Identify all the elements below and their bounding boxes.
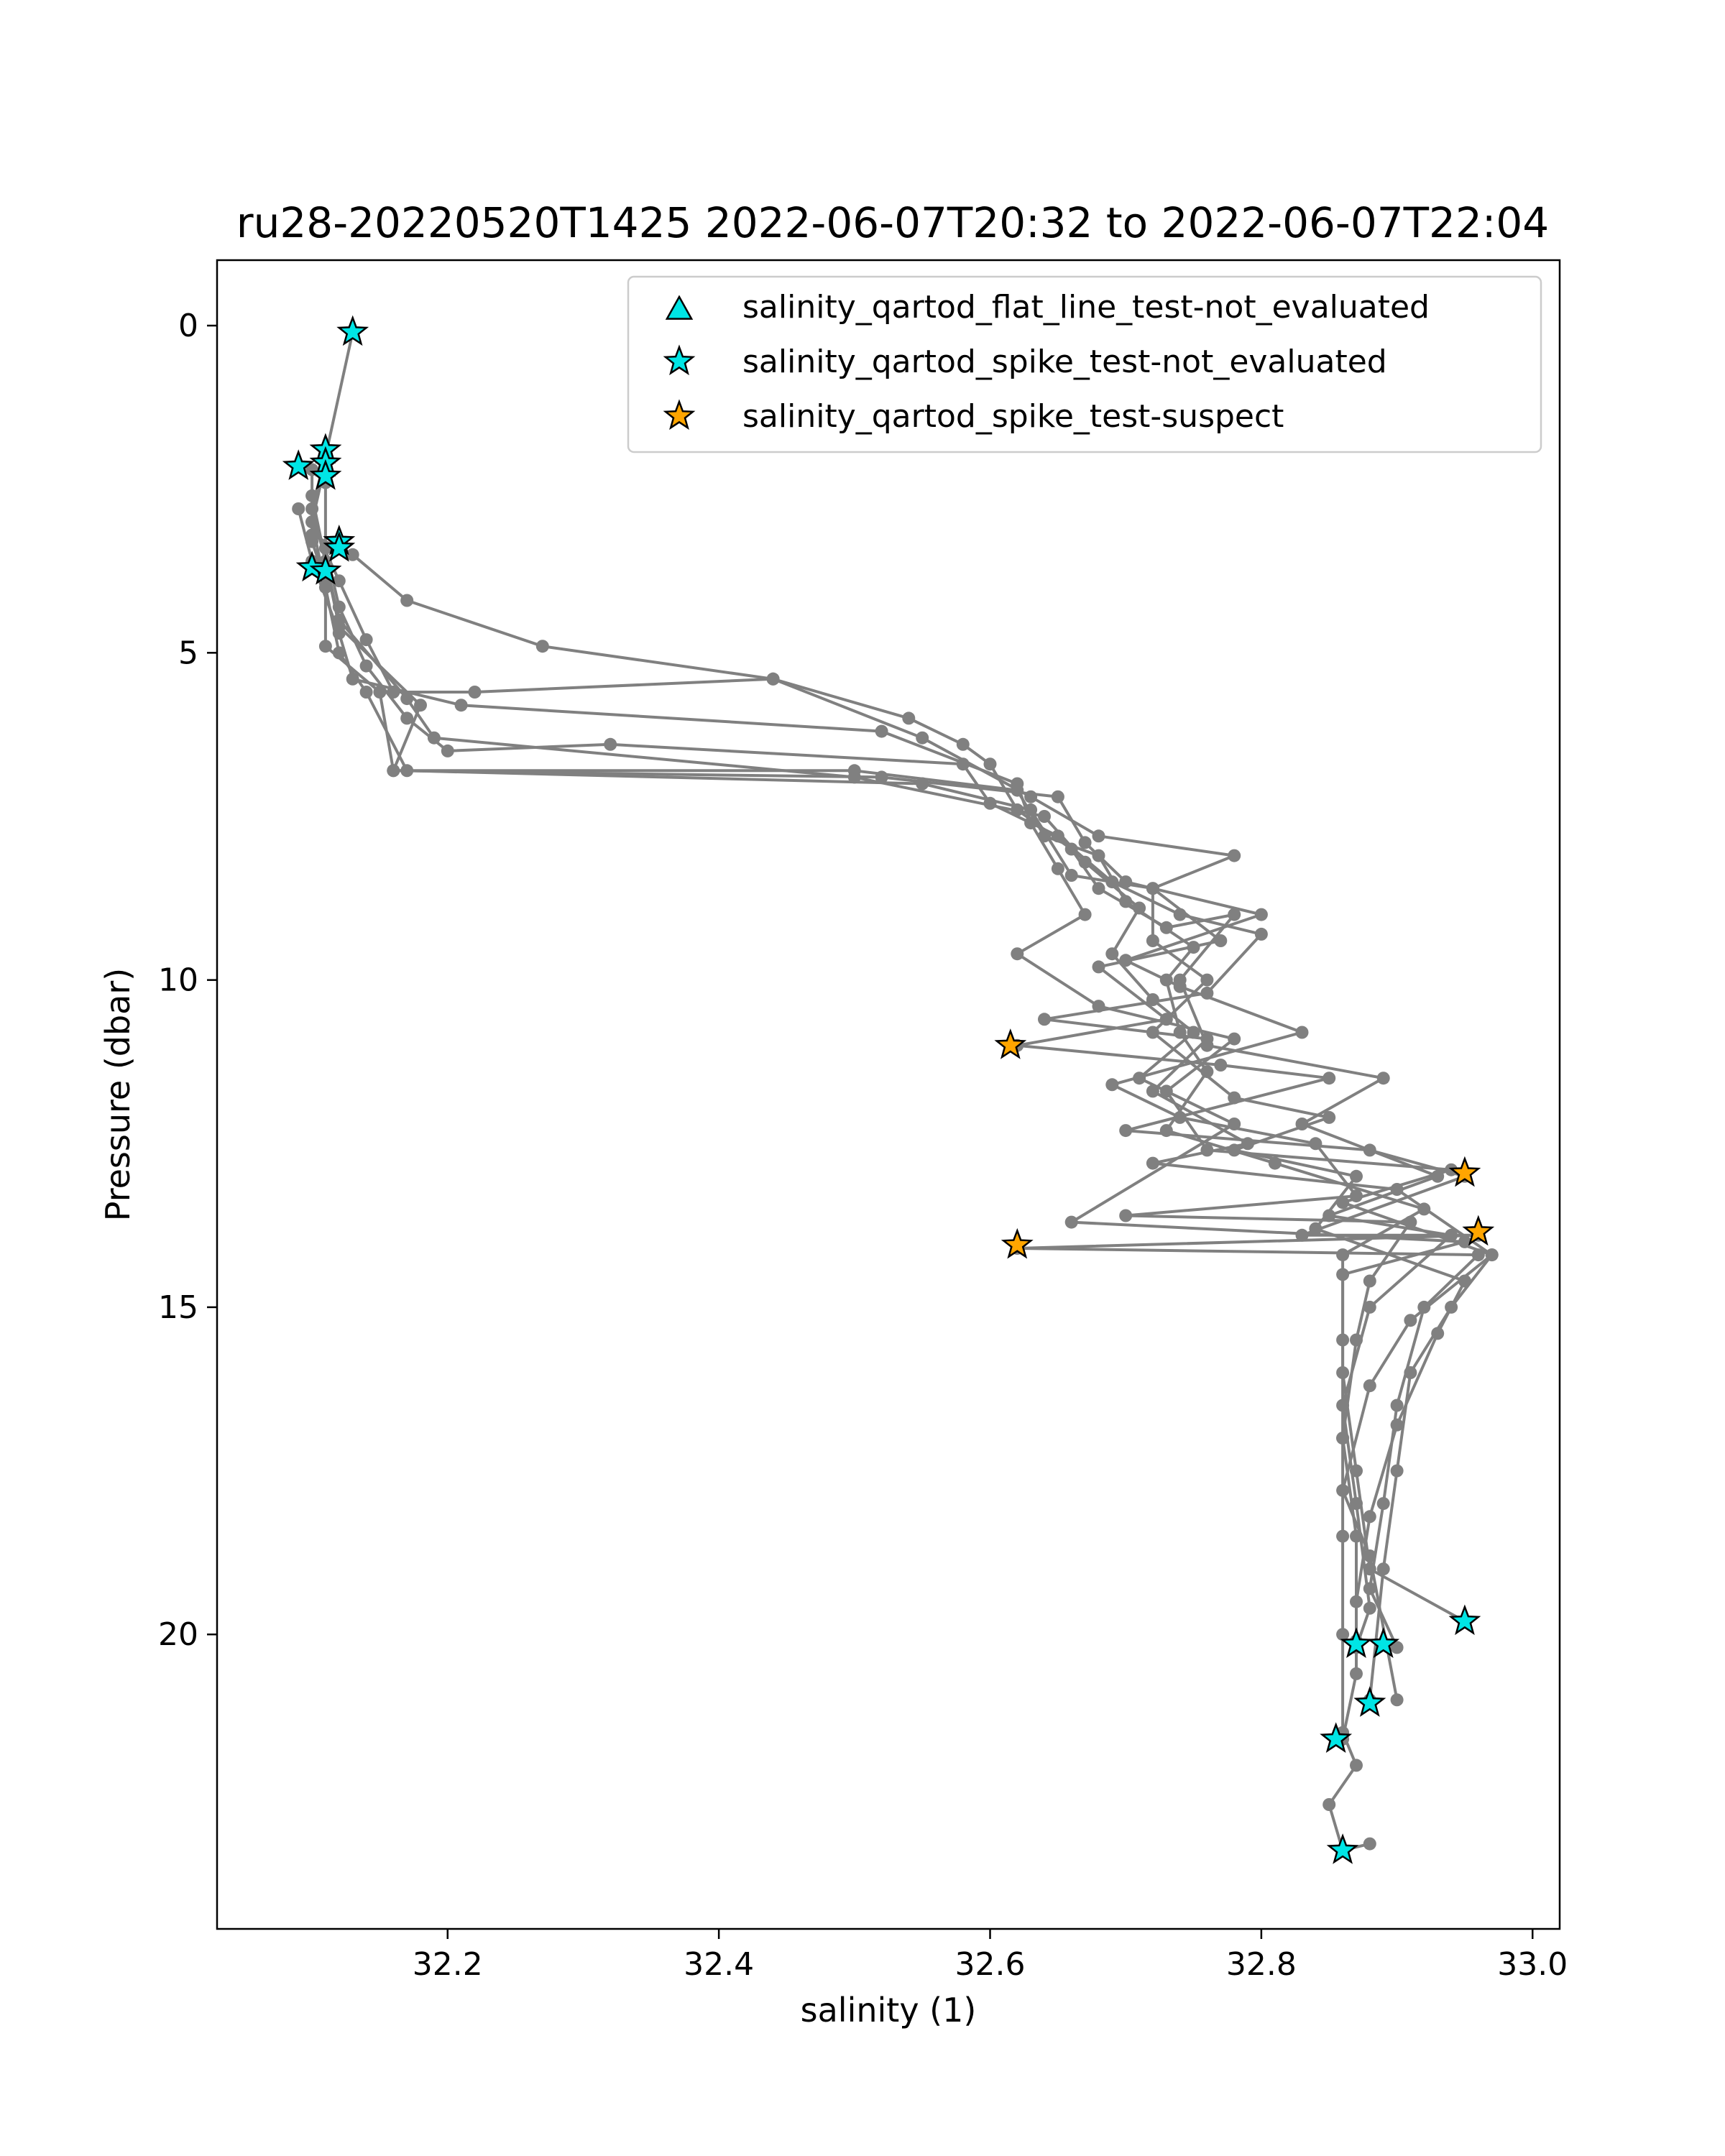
profile-point [1228,849,1241,862]
profile-line [312,463,1451,1647]
profile-point [1092,829,1105,842]
profile-point [1322,1072,1335,1084]
profile-point [1377,1497,1390,1510]
legend-label: salinity_qartod_spike_test-not_evaluated [742,344,1387,380]
profile-point [1052,862,1064,875]
profile-point [1363,1602,1376,1615]
profile-point [319,581,332,594]
y-tick-label: 20 [158,1616,198,1654]
profile-point [957,738,970,751]
profile-point [1322,1111,1335,1124]
profile-line [312,469,1478,1647]
profile-point [916,732,929,745]
profile-point [1377,1562,1390,1575]
profile-point [1092,960,1105,973]
y-tick-label: 0 [178,308,198,345]
profile-point [1011,947,1024,960]
x-tick-label: 32.2 [412,1946,483,1983]
profile-point [1431,1327,1444,1340]
profile-point [1214,1059,1227,1072]
profile-point [1363,1143,1376,1156]
profile-point [767,673,780,686]
profile-point [1119,1124,1132,1137]
qc-star-marker [997,1031,1024,1057]
profile-point [400,764,413,777]
profile-line-group [305,463,1485,1654]
profile-point [1486,1248,1499,1261]
profile-point [1404,1366,1417,1379]
x-axis-label: salinity (1) [800,1991,977,2030]
profile-point [1255,928,1268,941]
profile-point [360,633,373,646]
profile-line-group [319,476,1499,1707]
plot-area [285,318,1499,1862]
profile-point [1174,980,1187,993]
profile-point [848,764,861,777]
profile-point [1079,908,1092,921]
profile-point [1363,1838,1376,1851]
profile-line [326,483,1492,1700]
profile-point [1038,810,1051,823]
profile-point [1350,1170,1363,1183]
profile-point [1391,1399,1404,1412]
profile-point [1336,1432,1349,1445]
profile-point [1350,1759,1363,1772]
x-tick-label: 33.0 [1497,1946,1568,1983]
y-axis [158,308,217,1653]
profile-point [1309,1222,1322,1235]
profile-point [1174,1026,1187,1039]
profile-point [1363,1379,1376,1392]
profile-point [360,686,373,699]
profile-point [1363,1510,1376,1523]
qc-star-marker [339,318,367,344]
profile-line-group [305,535,1430,1857]
profile-point [305,489,318,502]
y-tick-label: 5 [178,635,198,672]
profile-line-group [305,515,1471,1746]
profile-line-group [292,502,1499,1706]
profile-point [1404,1314,1417,1327]
profile-point [1336,1334,1349,1347]
profile-point [1228,1092,1241,1105]
profile-point [333,646,346,659]
profile-point [1350,1334,1363,1347]
profile-point [292,502,305,515]
profile-point [1119,895,1132,908]
profile-point [1309,1137,1322,1150]
profile-point [1092,882,1105,895]
profile-point [1105,1078,1118,1091]
profile-point [875,725,888,738]
profile-point [1052,791,1064,803]
profile-point [1174,908,1187,921]
x-tick-label: 32.8 [1225,1946,1297,1983]
y-tick-label: 15 [158,1289,198,1326]
profile-point [441,745,454,757]
profile-point [1391,1465,1404,1478]
profile-point [536,640,549,653]
profile-point [400,711,413,724]
profile-point [1350,1530,1363,1543]
profile-point [1105,947,1118,960]
profile-point [1296,1229,1309,1242]
legend-label: salinity_qartod_spike_test-suspect [742,398,1284,435]
x-axis [413,1929,1568,1983]
profile-point [1092,849,1105,862]
profile-point [319,640,332,653]
profile-point [1187,941,1200,954]
y-axis-label: Pressure (dbar) [98,967,137,1222]
profile-point [1146,1026,1159,1039]
profile-point [1160,1124,1173,1137]
profile-point [1296,1026,1309,1039]
profile-point [360,660,373,673]
profile-point [1011,784,1024,797]
profile-point [1119,875,1132,888]
profile-point [1255,908,1268,921]
profile-point [1092,1000,1105,1013]
profile-point [1363,1275,1376,1288]
profile-line [312,332,1465,1621]
profile-point [1024,803,1037,816]
profile-point [1065,869,1078,882]
profile-point [373,686,386,699]
profile-point [305,515,318,528]
qc-star-marker [1451,1607,1478,1633]
x-tick-label: 32.4 [684,1946,755,1983]
profile-line-group [305,456,1458,1654]
profile-point [1160,974,1173,987]
profile-point [455,699,468,711]
chart-title: ru28-20220520T1425 2022-06-07T20:32 to 2022-06-07T22:04 [236,198,1550,247]
profile-point [387,764,400,777]
profile-point [1336,1248,1349,1261]
profile-point [1336,1530,1349,1543]
qc-star-marker [1356,1689,1384,1715]
profile-point [1377,1072,1390,1084]
profile-point [1160,1084,1173,1097]
profile-point [400,594,413,607]
profile-point [1458,1275,1471,1288]
profile-point [902,711,915,724]
profile-point [1146,934,1159,947]
profile-point [984,757,997,770]
profile-point [1200,974,1213,987]
profile-point [1119,1210,1132,1222]
profile-point [1391,1693,1404,1706]
profile-point [1228,1033,1241,1046]
profile-point [1350,1667,1363,1680]
profile-point [1214,934,1227,947]
profile-line [312,522,1465,1739]
profile-point [916,778,929,791]
profile-point [1119,954,1132,967]
profile-point [1146,1157,1159,1170]
legend-label: salinity_qartod_flat_line_test-not_evaluated [742,289,1430,326]
y-tick-label: 10 [158,962,198,999]
profile-point [1146,882,1159,895]
qc-series [285,318,1478,1862]
profile-point [1228,1143,1241,1156]
qc-star-marker [1329,1836,1356,1862]
profile-point [604,738,617,751]
profile-line-group [305,326,1471,1628]
x-tick-label: 32.6 [954,1946,1026,1983]
profile-point [1322,1798,1335,1811]
profile-point [1417,1202,1430,1215]
profile-point [1079,836,1092,849]
legend [628,277,1541,452]
profile-point [1038,1013,1051,1026]
profile-point [1391,1419,1404,1432]
profile-point [1065,1216,1078,1229]
profile-line [312,542,1424,1851]
profile-point [469,686,482,699]
profile-point [414,699,427,711]
profile-point [1350,1595,1363,1608]
profile-point [1146,1084,1159,1097]
